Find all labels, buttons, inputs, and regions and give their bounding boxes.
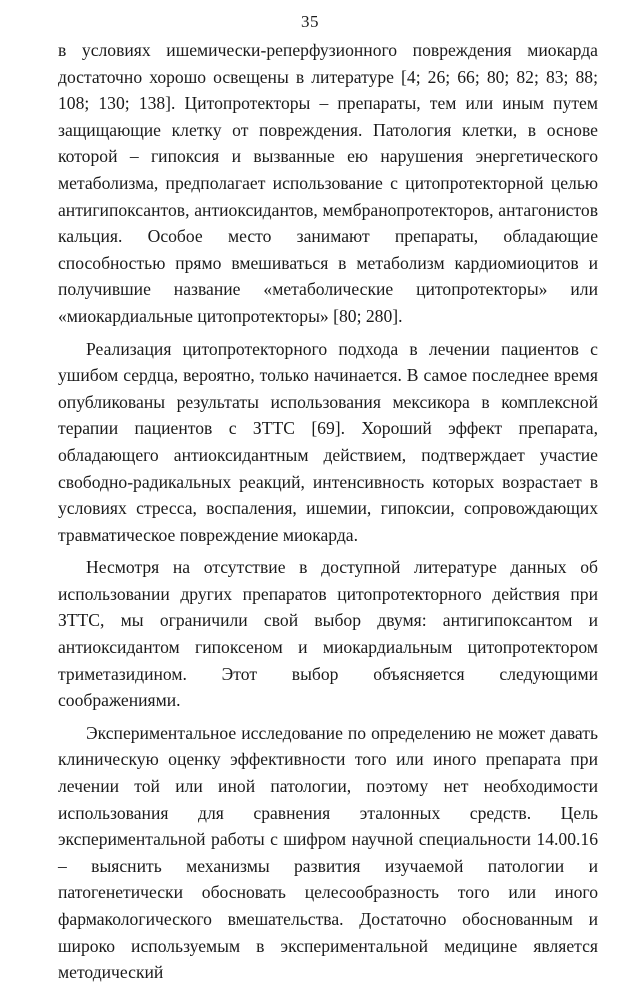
page-number: 35 [301, 12, 319, 31]
paragraph-4: Экспериментальное исследование по определению не может давать клиническую оценку эффективности того или иного препарата при лечении той или иной патологии, поэтому нет необходимости использования для сравнения эталонных средств. Цель экспериментальной работы с шифром научной специальности 14.00.16 – выяснить механизмы развития изучаемой патологии и патогенетически обосновать целесообразность того или иного фармакологического вмешательства. Достаточно обоснованным и широко используемым в экспериментальной медицине является методический [58, 722, 598, 983]
paragraph-1-continuation: в условиях ишемически-реперфузионного повреждения миокарда достаточно хорошо освещены в литературе [4; 26; 66; 80; 82; 83; 88; 108; 130; 138]. Цитопротекторы – препараты, тем или иным путем защищающие клетку от повреждения. Патология клетки, в основе которой – гипоксия и вызванные ею нарушения энергетического метаболизма, предполагает использование с цитопротекторной целью антигипоксантов, антиоксидантов, мембранопротекторов, антагонистов кальция. Особое место занимают препараты, обладающие способностью прямо вмешиваться в метаболизм кардиомиоцитов и получившие название «метаболические цитопротекторы» или «миокардиальные цитопротекторы» [80; 280]. [58, 40, 598, 326]
paragraph-3: Несмотря на отсутствие в доступной литературе данных об использовании других препаратов цитопротекторного действия при ЗТТС, мы ограничили свой выбор двумя: антигипоксантом и антиоксидантом гипоксеном и миокардиальным цитопротектором триметазидином. Этот выбор объясняется следующими соображениями. [58, 557, 598, 711]
paragraph-2: Реализация цитопротекторного подхода в лечении пациентов с ушибом сердца, вероятно, только начинается. В самое последнее время опубликованы результаты использования мексикора в комплексной терапии пациентов с ЗТТС [69]. Хороший эффект препарата, обладающего антиоксидантным действием, подтверждает участие свободно-радикальных реакций, интенсивность которых возрастает в условиях стресса, воспаления, ишемии, гипоксии, сопровождающих травматическое повреждение миокарда. [58, 338, 598, 545]
body-text [58, 37, 598, 986]
